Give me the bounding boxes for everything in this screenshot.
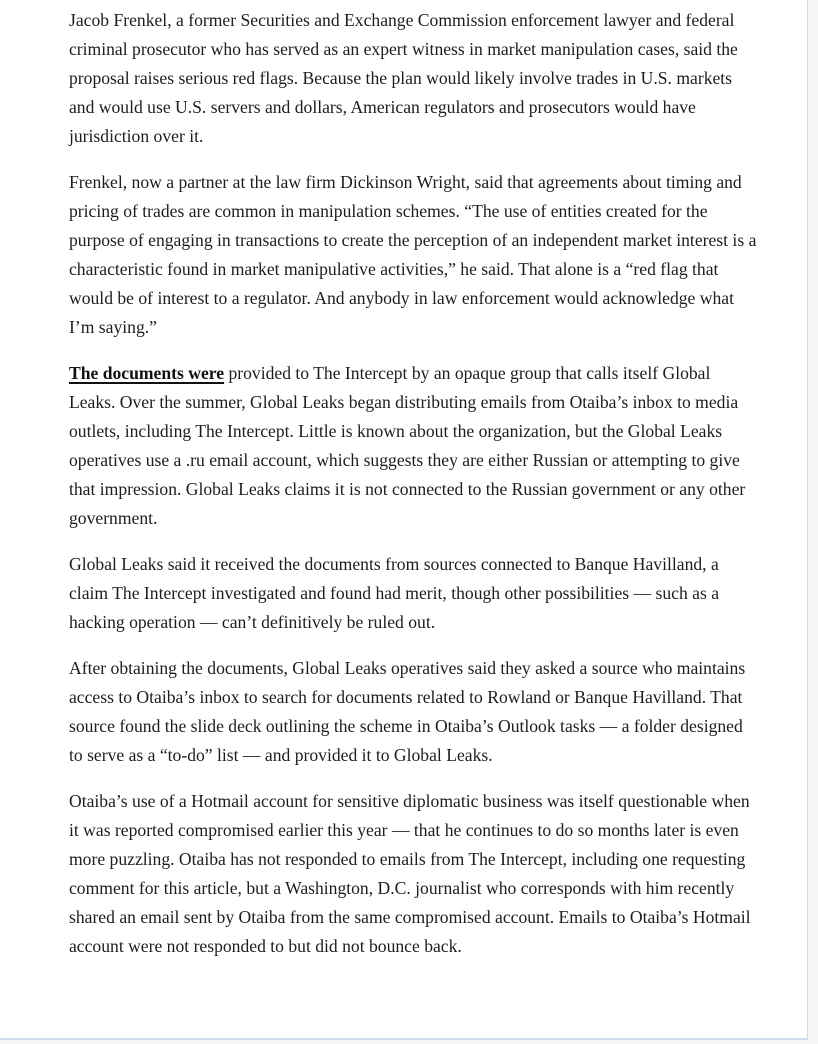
paragraph-banque-havilland: Global Leaks said it received the documents from sources connected to Banque Havilland, a claim The Intercept investigated and found had merit, though other possibilities — such as a hacking operation — can’t definitively be ruled out.	[69, 554, 719, 632]
paragraph-frenkel-quote: Frenkel, now a partner at the law firm Dickinson Wright, said that agreements about timing and pricing of trades are common in manipulation schemes. “The use of entities created for the purpose of engaging in transactions to create the perception of an independent market interest is a characteristic found in market manipulative activities,” he said. That alone is a “red flag that would be of interest to a regulator. And anybody in law enforcement would acknowledge what I’m saying.”	[69, 172, 757, 337]
paragraph-documents-text: provided to The Intercept by an opaque group that calls itself Global Leaks. Over the summer, Global Leaks began distributing emails from Otaiba’s inbox to media outlets, including The Intercept. Little is known about the organization, but the Global Leaks operatives use a .ru email account, which suggests they are either Russian or attempting to give that impression. Global Leaks claims it is not connected to the Russian government or any other government.	[69, 363, 746, 528]
article-body	[69, 6, 759, 978]
paragraph-documents-source	[69, 359, 759, 533]
paragraph-hotmail-account: Otaiba’s use of a Hotmail account for sensitive diplomatic business was itself questionable when it was reported compromised earlier this year — that he continues to do so months later is even more puzzling. Otaiba has not responded to emails from The Intercept, including one requesting comment for this article, but a Washington, D.C. journalist who corresponds with him recently shared an email sent by Otaiba from the same compromised account. Emails to Otaiba’s Hotmail account were not responded to but did not bounce back.	[69, 791, 751, 956]
paragraph-frenkel-intro: Jacob Frenkel, a former Securities and Exchange Commission enforcement lawyer and federal criminal prosecutor who has served as an expert witness in market manipulation cases, said the proposal raises serious red flags. Because the plan would likely involve trades in U.S. markets and would use U.S. servers and dollars, American regulators and prosecutors would have jurisdiction over it.	[69, 10, 738, 146]
documents-lead-link[interactable]: The documents were	[69, 363, 225, 383]
paragraph-outlook-tasks: After obtaining the documents, Global Leaks operatives said they asked a source who maintains access to Otaiba’s inbox to search for documents related to Rowland or Banque Havilland. That source found the slide deck outlining the scheme in Otaiba’s Outlook tasks — a folder designed to serve as a “to-do” list — and provided it to Global Leaks.	[69, 658, 746, 765]
